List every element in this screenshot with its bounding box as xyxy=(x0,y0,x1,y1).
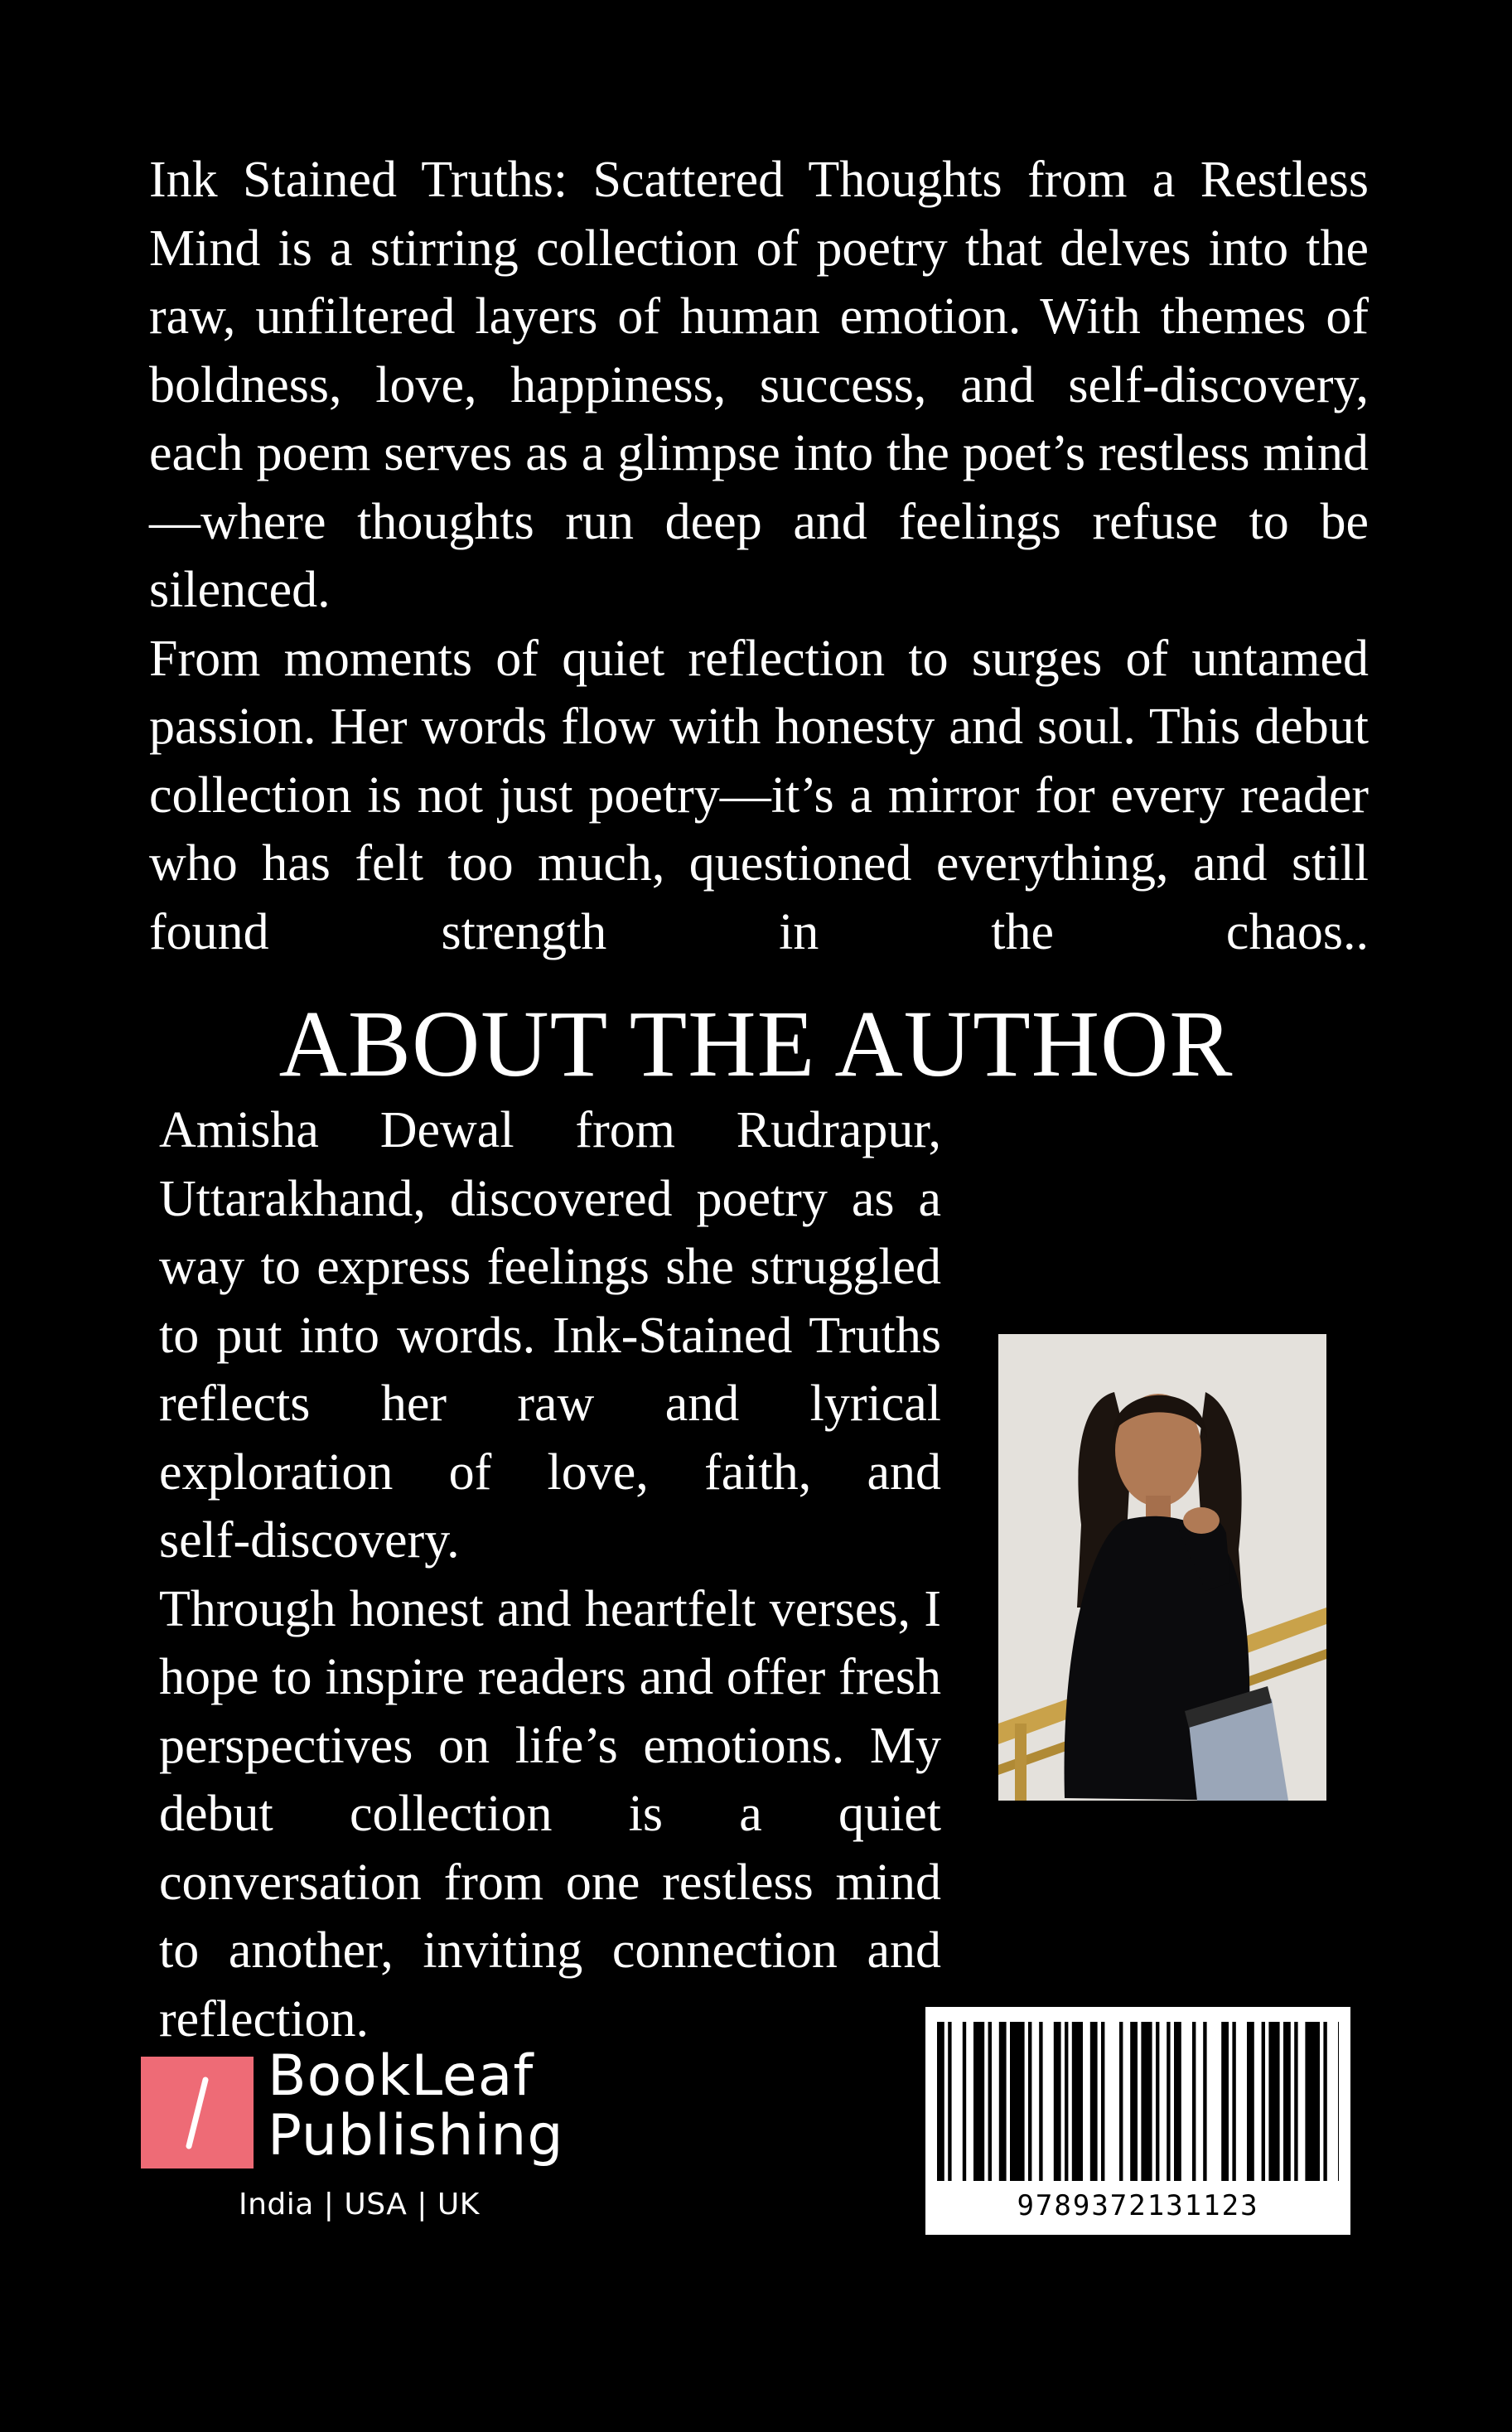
bio-paragraph-1-last-line: self-discovery. xyxy=(159,1512,460,1569)
publisher-name xyxy=(268,2043,564,2168)
barcode-bar xyxy=(1192,2022,1196,2181)
barcode-bar xyxy=(1203,2022,1206,2181)
isbn-barcode xyxy=(925,2007,1350,2235)
barcode-bar xyxy=(937,2022,944,2181)
barcode-bar xyxy=(1268,2022,1279,2181)
barcode-bar xyxy=(1072,2022,1083,2181)
barcode-bar xyxy=(1054,2022,1061,2181)
barcode-bar xyxy=(963,2022,966,2181)
barcode-bar xyxy=(988,2022,992,2181)
author-bio xyxy=(159,1096,941,2053)
barcode-bar xyxy=(948,2022,951,2181)
book-blurb xyxy=(149,146,1369,966)
barcode-bar xyxy=(1156,2022,1159,2181)
author-portrait-illustration xyxy=(998,1334,1326,1801)
barcode-bar xyxy=(1283,2022,1291,2181)
barcode-bar xyxy=(1130,2022,1138,2181)
bio-paragraph-2-last-line: reflection. xyxy=(159,1990,370,2048)
publisher-name-line-1: BookLeaf xyxy=(268,2043,534,2109)
barcode-bar xyxy=(973,2022,984,2181)
barcode-bar xyxy=(1028,2022,1031,2181)
barcode-bar xyxy=(1119,2022,1123,2181)
publisher-name-line-2: Publishing xyxy=(268,2103,564,2168)
author-photo xyxy=(998,1334,1326,1801)
publisher-locations: India | USA | UK xyxy=(239,2188,480,2222)
barcode-bars xyxy=(925,2007,1350,2185)
barcode-bar xyxy=(1305,2022,1320,2181)
barcode-bar xyxy=(1141,2022,1152,2181)
barcode-bar xyxy=(1039,2022,1042,2181)
barcode-bar xyxy=(1090,2022,1098,2181)
barcode-bar xyxy=(1338,2022,1339,2181)
barcode-bar xyxy=(1174,2022,1181,2181)
publisher-logo-mark xyxy=(141,2057,254,2168)
barcode-bar xyxy=(1010,2022,1025,2181)
barcode-bar xyxy=(1323,2022,1326,2181)
barcode-bar xyxy=(1221,2022,1229,2181)
barcode-bar xyxy=(999,2022,1007,2181)
barcode-bar xyxy=(1262,2022,1265,2181)
barcode-bar xyxy=(1101,2022,1104,2181)
barcode-bar xyxy=(1167,2022,1170,2181)
barcode-bar xyxy=(1247,2022,1254,2181)
bio-paragraph-1: Amisha Dewal from Rudrapur, Uttarakhand, discovered poetry as a way to express feelings she struggled to put into words. Ink-Stained Truths reflects her raw and lyrical exploration of love, faith, and self-discovery. xyxy=(159,1096,941,1575)
blurb-paragraph-1: Ink Stained Truths: Scattered Thoughts from a Restless Mind is a stirring collection of poetry that delves into the raw, unfiltered layers of human emotion. With themes of boldness, love, happiness, success, and self-discovery, each poem serves as a glimpse into the poet’s restless mind—where thoughts run deep and feelings refuse to be silenced. xyxy=(149,146,1369,625)
barcode-bar xyxy=(1232,2022,1235,2181)
slash-icon xyxy=(141,2057,254,2168)
barcode-bar xyxy=(1294,2022,1297,2181)
about-author-heading: ABOUT THE AUTHOR xyxy=(278,991,1234,1096)
blurb-paragraph-2: From moments of quiet reflection to surges of untamed passion. Her words flow with honesty and soul. This debut collection is not just poetry—it’s a mirror for every reader who has felt too much, questioned everything, and still found strength in the chaos.. xyxy=(149,630,1369,960)
barcode-bar xyxy=(1065,2022,1068,2181)
isbn-number: 9789372131123 xyxy=(1017,2189,1259,2222)
blurb-paragraph-1-last-line: silenced. xyxy=(149,562,331,618)
bio-paragraph-2: Through honest and heartfelt verses, I hope to inspire readers and offer fresh perspectives on life’s emotions. My debut collection is a quiet conversation from one restless mind to another, inviting connection and reflection. xyxy=(159,1575,941,2054)
